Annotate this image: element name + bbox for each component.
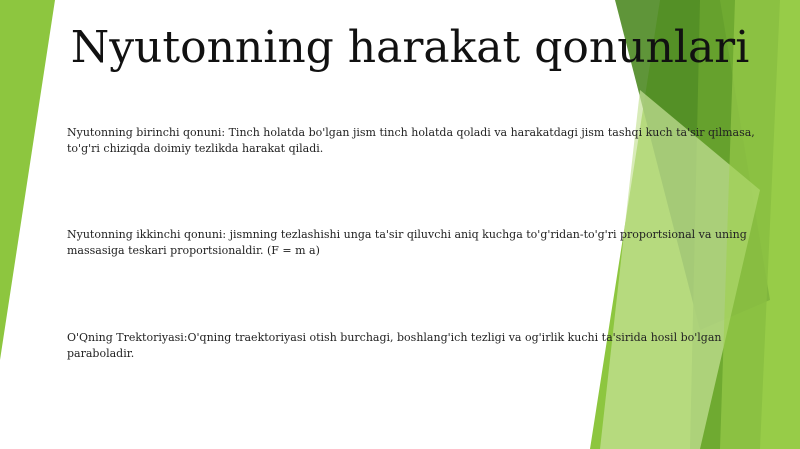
first-law-text: Nyutonning birinchi qonuni: Tinch holatda bo'lgan jism tinch holatda qoladi va harakatdagi jism tashqi kuch ta'sir qilmasa, to'g'ri chiziqda doimiy tezlikda harakat qiladi. (67, 126, 755, 155)
left-green-shape (0, 0, 55, 360)
second-law-text: Nyutonning ikkinchi qonuni: jismning tezlashishi unga ta'sir qiluvchi aniq kuchga to'g'ridan-to'g'ri proportsional va uning massasiga teskari proportsionaldir. (F = m a) (67, 228, 747, 257)
trajectory-text: O'Qning Trektoriyasi:O'qning traektoriyasi otish burchagi, boshlang'ich tezligi va og'irlik kuchi ta'sirida hosil bo'lgan paraboladir. (67, 331, 722, 360)
slide-title: Nyutonning harakat qonunlari (70, 22, 750, 73)
